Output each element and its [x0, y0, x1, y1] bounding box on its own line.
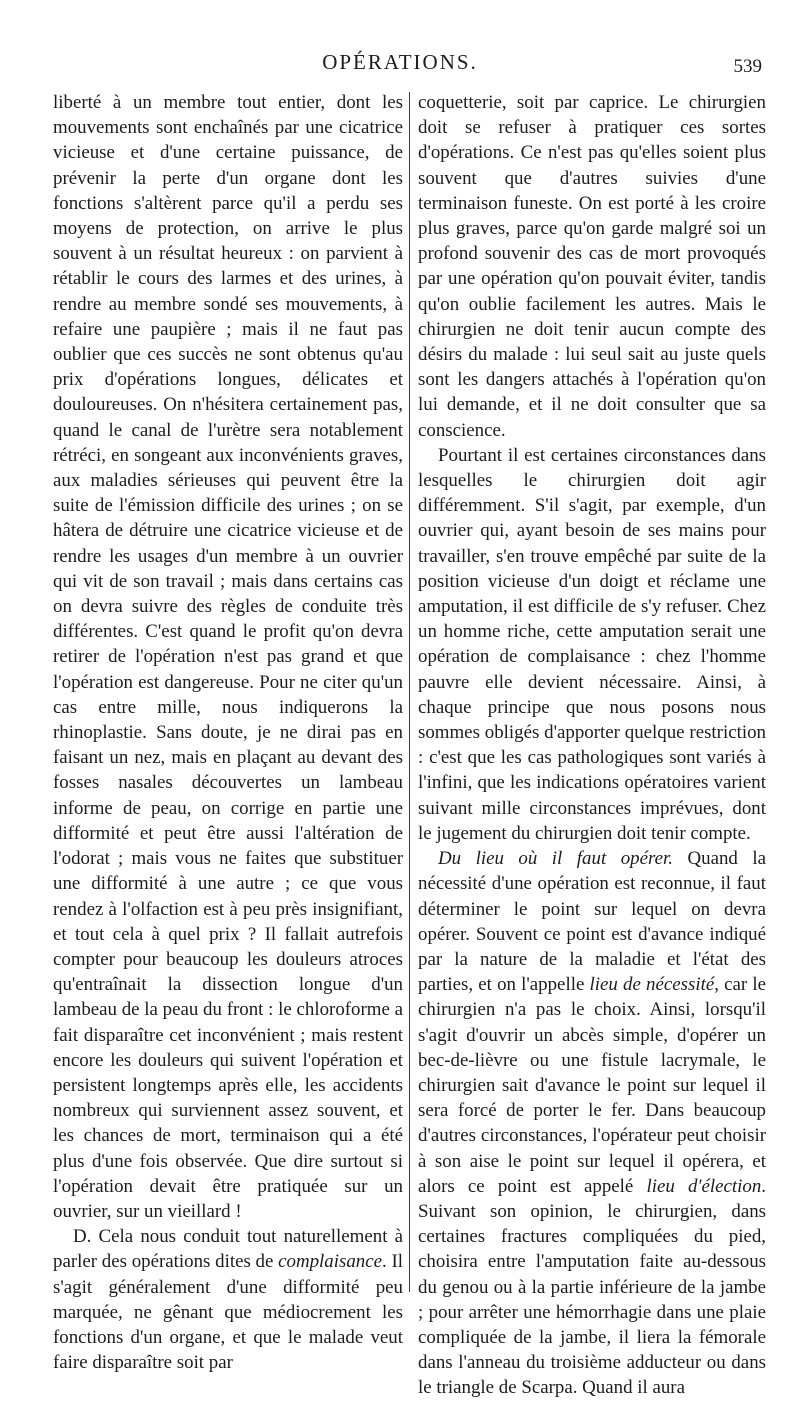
left-paragraph-2 [53, 1224, 403, 1375]
term-lieu-de-necessite: lieu de nécessité [589, 974, 715, 996]
right-paragraph-3 [418, 846, 766, 1400]
running-title: OPÉRATIONS. [322, 50, 478, 74]
left-column [53, 90, 403, 1375]
right-p3-c: . Suivant son opinion, le chirurgien, dans certaines fractures compliquées du pied, choisira entre l'amputation faite au-dessous du genou ou à la partie inférieure de la jambe ; pour arrêter une hémorrhagie dans une plaie compliquée de la jambe, il liera la fémorale dans l'anneau du troisième adducteur ou dans le triangle de Scarpa. Quand il aura [418, 1175, 766, 1399]
column-divider [409, 92, 410, 1292]
right-paragraph-2: Pourtant il est certaines circonstances dans lesquelles le chirurgien doit agir différemment. S'il s'agit, par exemple, d'un ouvrier qui, ayant besoin de ses mains pour travailler, s'en trouve empêché par suite de la position vicieuse d'un doigt et réclame une amputation, il est difficile de s'y refuser. Chez un homme riche, cette amputation serait une opération de complaisance : chez l'homme pauvre elle devient nécessaire. Ainsi, à chaque principe que nous posons nous sommes obligés d'apporter quelque restriction : c'est que les cas pathologiques sont variés à l'infini, que les indications opératoires varient suivant mille circonstances imprévues, dont le jugement du chirurgien doit tenir compte. [418, 444, 766, 844]
section-heading-lieu: Du lieu où il faut opérer. [438, 848, 673, 870]
left-p2-start: D. Cela nous conduit tout naturellement à parler des opérations dites de [53, 1226, 403, 1273]
right-paragraph-1: coquetterie, soit par caprice. Le chirurgien doit se refuser à pratiquer ces sortes d'opérations. Ce n'est pas qu'elles soient plus souvent que d'autres suivies d'une terminaison funeste. On est porté à les croire plus graves, parce qu'on garde malgré soi un profond souvenir des cas de mort provoqués par une opération qu'on pouvait éviter, tandis qu'on oublie facilement les autres. Mais le chirurgien ne doit tenir aucun compte des désirs du malade : lui seul sait au juste quels sont les dangers attachés à l'opération qu'on lui demande, et il ne doit consulter que sa conscience. [418, 92, 766, 441]
page-number: 539 [733, 56, 762, 77]
right-p3-a: Quand la nécessité d'une opération est reconnue, il faut déterminer le point sur lequel on devra opérer. Souvent ce point est d'avance indiqué par la nature de la maladie et l'état des parties, et on l'appelle [418, 848, 766, 996]
term-complaisance: complaisance [278, 1251, 382, 1273]
term-lieu-d-election: lieu d'élection [646, 1175, 762, 1197]
running-head [0, 50, 800, 80]
left-p2-end: . Il s'agit généralement d'une difformité peu marquée, ne gênant que médiocrement les fonctions d'un organe, et que le malade veut faire disparaître soit par [53, 1251, 403, 1374]
right-p3-b: , car le chirurgien n'a pas le choix. Ainsi, lorsqu'il s'agit d'ouvrir un abcès simple, d'opérer un bec-de-lièvre ou une fistule lacrymale, le chirurgien sait d'avance le point sur lequel il sera forcé de porter le fer. Dans beaucoup d'autres circonstances, l'opérateur peut choisir à son aise le point sur lequel il opérera, et alors ce point est appelé [418, 974, 766, 1197]
left-paragraph-1: liberté à un membre tout entier, dont les mouvements sont enchaînés par une cicatrice vicieuse et d'une certaine puissance, de prévenir la perte d'un organe dont les fonctions s'altèrent parce qu'il a perdu ses moyens de protection, on arrive le plus souvent à un résultat heureux : on parvient à rétablir le cours des larmes et des urines, à rendre au membre sondé ses mouvements, à refaire une paupière ; mais il ne faut pas oublier que ces succès ne sont obtenus qu'au prix d'opérations longues, délicates et douloureuses. On n'hésitera certainement pas, quand le canal de l'urètre sera notablement rétréci, en songeant aux inconvénients graves, aux maladies sérieuses qui peuvent être la suite de l'émission difficile des urines ; on se hâtera de détruire une cicatrice vicieuse et de rendre les usages d'un membre à un ouvrier qui vit de son travail ; mais dans certains cas on devra suivre des règles de conduite très différentes. C'est quand le profit qu'on devra retirer de l'opération n'est pas grand et que l'opération est dangereuse. Pour ne citer qu'un cas entre mille, nous indiquerons la rhinoplastie. Sans doute, je ne dirai pas en faisant un nez, mais en plaçant au devant des fosses nasales découvertes un lambeau informe de peau, on corrige en partie une difformité et peut être aussi l'altération de l'odorat ; mais vous ne faites que substituer une difformité à une autre ; ce que vous rendez à l'olfaction est à peu près insignifiant, et tout cela à quel prix ? Il fallait autrefois compter pour beaucoup les douleurs atroces qu'entraînait la dissection longue d'un lambeau de la peau du front : le chloroforme a fait disparaître cet inconvénient ; mais restent encore les douleurs qui suivent l'opération et persistent longtemps après elle, les accidents nombreux qui surviennent assez souvent, et les chances de mort, terminaison qui a été plus d'une fois observée. Que dire surtout si l'opération devait être pratiquée sur un ouvrier, sur un vieillard ! [53, 92, 403, 1222]
right-column [418, 90, 766, 1401]
